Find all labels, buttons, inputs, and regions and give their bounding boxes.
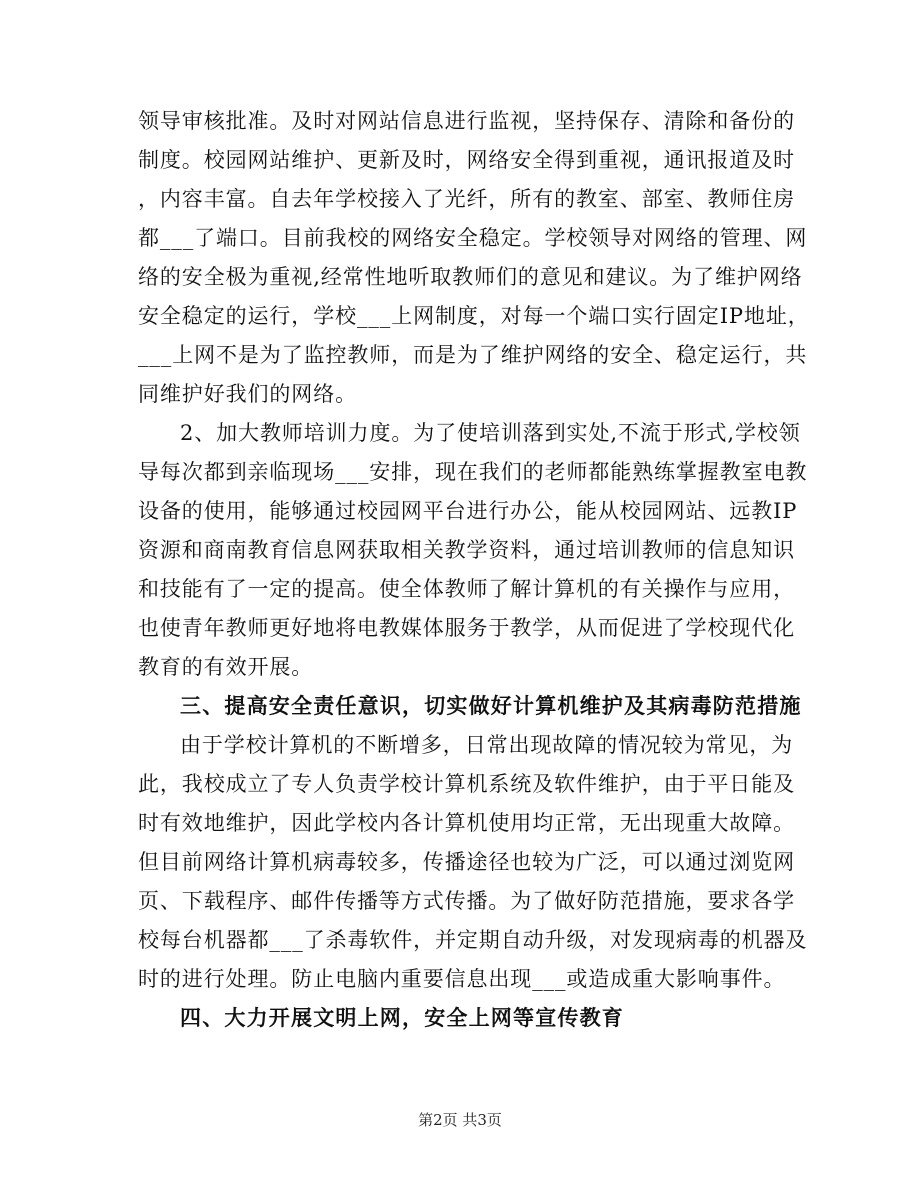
section-heading: 三、提高安全责任意识，切实做好计算机维护及其病毒防范措施 [180,693,802,718]
text-line: 也使青年教师更好地将电教媒体服务于教学，从而促进了学校现代化 [138,616,795,640]
text-line: 领导审核批准。及时对网站信息进行监视，坚持保存、清除和备份的 [138,109,795,133]
text-line: 安全稳定的运行，学校___上网制度，对每一个端口实行固定IP地址， [138,304,810,328]
text-line: 制度。校园网站维护、更新及时，网络安全得到重视，通讯报道及时 [138,148,795,172]
text-line: 和技能有了一定的提高。使全体教师了解计算机的有关操作与应用， [138,577,795,601]
text-line: 设备的使用，能够通过校园网平台进行办公，能从校园网站、远教IP [138,499,798,523]
text-line: 时的进行处理。防止电脑内重要信息出现___或造成重大影响事件。 [138,967,786,991]
text-line: 资源和商南教育信息网获取相关教学资料，通过培训教师的信息知识 [138,538,795,562]
text-line: 由于学校计算机的不断增多，日常出现故障的情况较为常见，为 [180,733,794,757]
text-line: 导每次都到亲临现场___安排，现在我们的老师都能熟练掌握教室电教 [138,460,808,484]
text-line: 时有效地维护，因此学校内各计算机使用均正常，无出现重大故障。 [138,811,795,835]
page-number-footer: 第2页 共3页 [418,1111,502,1129]
text-line: 此，我校成立了专人负责学校计算机系统及软件维护，由于平日能及 [138,772,795,796]
text-line: 络的安全极为重视,经常性地听取教师们的意见和建议。为了维护网络 [138,265,803,289]
text-line: 但目前网络计算机病毒较多，传播途径也较为广泛，可以通过浏览网 [138,850,795,874]
text-line: 2、加大教师培训力度。为了使培训落到实处,不流于形式,学校领 [180,421,801,445]
text-line: ，内容丰富。自去年学校接入了光纤，所有的教室、部室、教师住房 [138,187,795,211]
text-line: 校每台机器都___了杀毒软件，并定期自动升级，对发现病毒的机器及 [138,928,808,952]
text-line: ___上网不是为了监控教师，而是为了维护网络的安全、稳定运行，共 [138,343,808,367]
section-heading: 四、大力开展文明上网，安全上网等宣传教育 [180,1005,624,1030]
text-line: 页、下载程序、邮件传播等方式传播。为了做好防范措施，要求各学 [138,889,795,913]
text-line: 都___了端口。目前我校的网络安全稳定。学校领导对网络的管理、网 [138,226,808,250]
text-line: 教育的有效开展。 [138,655,314,679]
text-line: 同维护好我们的网络。 [138,382,357,406]
